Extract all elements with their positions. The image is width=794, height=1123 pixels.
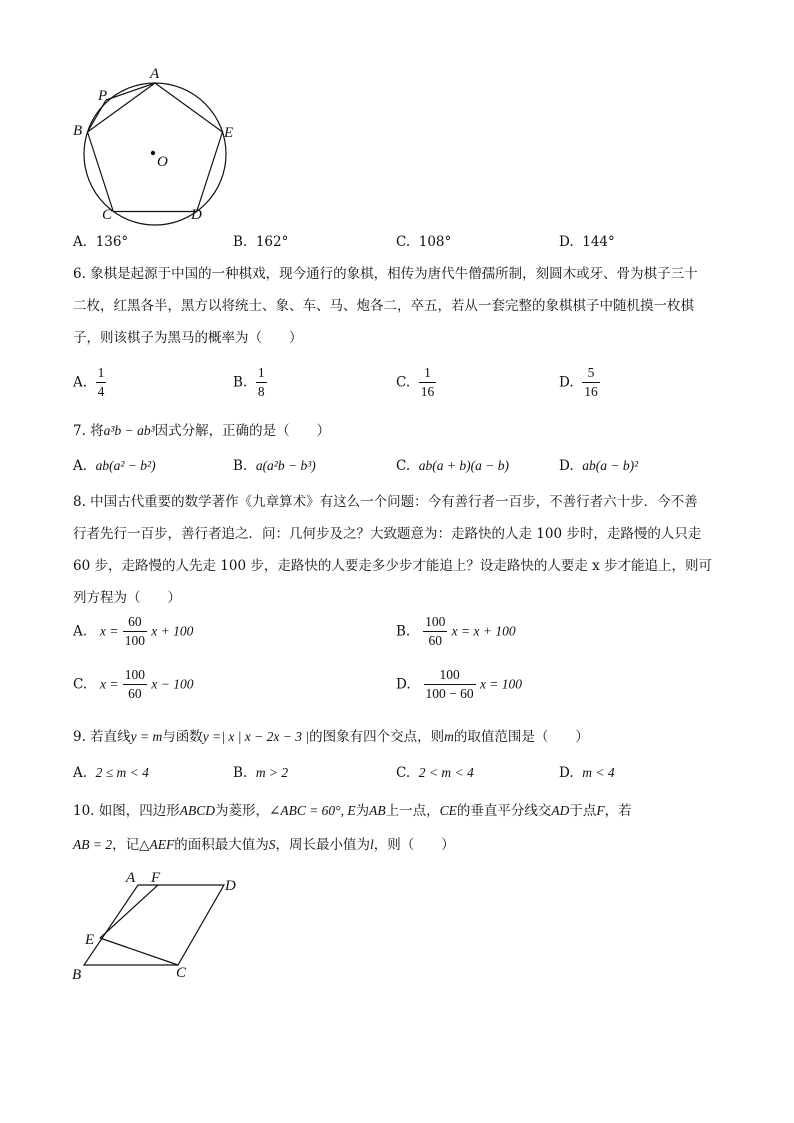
label-p: P: [98, 88, 108, 104]
stem-text: ，周长最小值为: [275, 837, 370, 853]
q9-stem: [73, 720, 589, 754]
expression: a³b − ab³: [103, 423, 155, 438]
stem-text: ，则（ ）: [373, 837, 455, 853]
option-letter: B.: [233, 234, 248, 250]
stem-text: 的垂直平分线交: [456, 803, 552, 819]
label-e: E: [85, 932, 95, 948]
q8-option-b: [396, 613, 516, 650]
q6-option-d: [559, 364, 600, 401]
denominator: 60: [428, 633, 442, 648]
variable-m: m: [444, 729, 454, 744]
option-text: m > 2: [255, 765, 289, 780]
label-c: C: [102, 207, 113, 223]
equation-lhs: x =: [99, 623, 119, 639]
option-text: 144°: [582, 234, 615, 250]
stem-text: 10. 如图，四边形: [73, 803, 180, 819]
equation-rhs: x = 100: [479, 676, 523, 692]
function-expression: y =| x | x − 2x − 3 |: [202, 729, 310, 744]
option-letter: A.: [73, 458, 88, 474]
q7-option-c: [396, 458, 509, 474]
stem-text: 为: [355, 803, 370, 819]
rhombus-abcd: [84, 885, 224, 965]
pentagon-abcde: [88, 83, 223, 212]
q5-option-c: [396, 234, 451, 250]
denominator: 4: [97, 384, 105, 399]
option-text: a(a²b − b³): [255, 458, 316, 473]
numerator: 100: [123, 666, 147, 685]
segment-ec: [100, 938, 178, 965]
equation-lhs: x =: [100, 676, 119, 692]
option-text: ab(a + b)(a − b): [418, 458, 509, 473]
stem-text: 于点: [569, 803, 597, 819]
q8-option-c: [73, 666, 193, 703]
q6-option-c: [396, 364, 436, 401]
stem-text: 7. 将: [73, 423, 104, 439]
option-text: m < 4: [582, 765, 615, 780]
denominator: 8: [257, 384, 265, 399]
segment-ef: [100, 885, 158, 938]
figure-pentagon-circle: [60, 60, 250, 230]
circumcircle: [84, 83, 226, 225]
option-text: 2 < m < 4: [418, 765, 474, 780]
option-letter: A.: [73, 374, 88, 391]
numerator: 100: [424, 666, 476, 685]
option-letter: B.: [233, 458, 248, 474]
q7-option-a: [73, 458, 156, 474]
option-letter: A.: [73, 623, 88, 640]
denominator: 100: [124, 633, 145, 648]
math-ad: AD: [551, 803, 570, 818]
q9-option-b: [233, 765, 288, 781]
line-expression: y = m: [130, 729, 163, 744]
option-text: ab(a − b)²: [582, 458, 639, 473]
q8-line1: 8. 中国古代重要的数学著作《九章算术》有这么一个问题：今有善行者一百步，不善行者六十步．今不善: [73, 494, 698, 510]
numerator: 60: [123, 613, 147, 632]
stem-text: 的图象有四个交点，则: [309, 729, 445, 745]
equation-rhs: x + 100: [151, 623, 194, 639]
denominator: 16: [584, 384, 598, 399]
q10-line2: [73, 828, 455, 862]
option-letter: B.: [396, 623, 411, 640]
q5-option-a: [73, 234, 128, 250]
math-l: l: [369, 837, 374, 852]
option-letter: D.: [559, 374, 574, 391]
stem-text: 的面积最大值为: [174, 837, 269, 853]
q6-option-b: [233, 364, 267, 401]
option-text: 108°: [418, 234, 452, 250]
q5-option-d: [559, 234, 615, 250]
q9-option-d: [559, 765, 615, 781]
option-text: 162°: [255, 234, 289, 250]
q8-line3: 60 步，走路慢的人先走 100 步，走路快的人要走多少步才能追上？设走路快的人要走 x 步才能追上，则可: [73, 558, 713, 574]
option-letter: B.: [233, 765, 248, 781]
stem-text: ，记: [112, 837, 140, 853]
option-letter: D.: [559, 234, 574, 250]
label-d: D: [191, 207, 202, 223]
option-letter: C.: [396, 458, 411, 474]
figure-rhombus: [60, 862, 260, 987]
q6-line2: 二枚，红黑各半，黑方以将统士、象、车、马、炮各二，卒五，若从一套完整的象棋棋子中随机摸一枚棋: [73, 298, 694, 314]
math-triangle: △AEF: [139, 837, 175, 852]
q9-option-c: [396, 765, 474, 781]
option-text: 136°: [95, 234, 129, 250]
math-ce: CE: [439, 803, 457, 818]
q8-option-d: [396, 666, 522, 703]
q6-line3: 子，则该棋子为黑马的概率为（ ）: [73, 330, 303, 346]
label-d: D: [225, 878, 236, 894]
fraction: [424, 666, 476, 703]
fraction: [123, 613, 147, 650]
label-a: A: [150, 66, 160, 82]
q10-line1: [73, 794, 632, 828]
equation-rhs: x − 100: [151, 676, 194, 692]
numerator: 100: [423, 613, 447, 632]
math-ab: AB: [369, 803, 386, 818]
q7-option-d: [559, 458, 638, 474]
label-b: B: [72, 967, 82, 983]
option-letter: C.: [73, 676, 88, 693]
stem-text: 与函数: [162, 729, 203, 745]
option-letter: A.: [73, 234, 88, 250]
q8-line2: 行者先行一百步，善行者追之．问：几何步及之？大致题意为：走路快的人走 100 步时，走路慢的人只走: [73, 526, 702, 542]
denominator: 100 − 60: [425, 686, 474, 701]
q7-stem: [73, 414, 330, 448]
option-letter: A.: [73, 765, 88, 781]
numerator: 1: [96, 364, 107, 383]
stem-text: 为菱形，: [215, 803, 270, 819]
label-a: A: [126, 870, 136, 886]
fraction: [582, 364, 600, 401]
q9-option-a: [73, 765, 149, 781]
label-b: B: [73, 123, 83, 139]
option-letter: D.: [396, 676, 411, 693]
option-text: 2 ≤ m < 4: [95, 765, 149, 780]
math-s: S: [268, 837, 276, 852]
stem-text: 的取值范围是（ ）: [453, 729, 589, 745]
option-letter: D.: [559, 458, 574, 474]
q5-option-b: [233, 234, 288, 250]
option-letter: C.: [396, 374, 411, 391]
fraction: [256, 364, 267, 401]
option-letter: C.: [396, 765, 411, 781]
denominator: 60: [128, 686, 142, 701]
q8-line4: 列方程为（ ）: [73, 590, 181, 606]
segment-pa: [106, 83, 155, 100]
label-c: C: [176, 965, 187, 981]
option-text: ab(a² − b²): [95, 458, 156, 473]
label-e: E: [224, 125, 234, 141]
option-letter: B.: [233, 374, 248, 391]
stem-text: 因式分解，正确的是（ ）: [154, 423, 331, 439]
q7-option-b: [233, 458, 316, 474]
numerator: 1: [256, 364, 267, 383]
math-f: F: [596, 803, 605, 818]
option-letter: D.: [559, 765, 574, 781]
stem-text: ，若: [604, 803, 632, 819]
q6-option-a: [73, 364, 106, 401]
math-ab-eq: AB = 2: [73, 837, 113, 852]
fraction: [419, 364, 437, 401]
numerator: 1: [419, 364, 437, 383]
fraction: [423, 613, 447, 650]
label-f: F: [151, 870, 161, 886]
option-letter: C.: [396, 234, 411, 250]
stem-text: 9. 若直线: [73, 729, 131, 745]
equation-rhs: x = x + 100: [451, 623, 516, 639]
q6-line1: 6. 象棋是起源于中国的一种棋戏，现今通行的象棋，相传为唐代牛僧孺所制，刻圆木或牙、骨为棋子三十: [73, 266, 698, 282]
segment-pb: [88, 100, 107, 132]
q8-option-a: [73, 613, 193, 650]
math-abcd: ABCD: [179, 803, 216, 818]
stem-text: 上一点，: [385, 803, 440, 819]
label-o: O: [157, 154, 168, 170]
fraction: [96, 364, 107, 401]
center-point-o: [151, 151, 155, 155]
denominator: 16: [420, 384, 435, 399]
fraction: [123, 666, 147, 703]
numerator: 5: [582, 364, 600, 383]
math-angle: ∠ABC = 60°, E: [269, 803, 356, 818]
